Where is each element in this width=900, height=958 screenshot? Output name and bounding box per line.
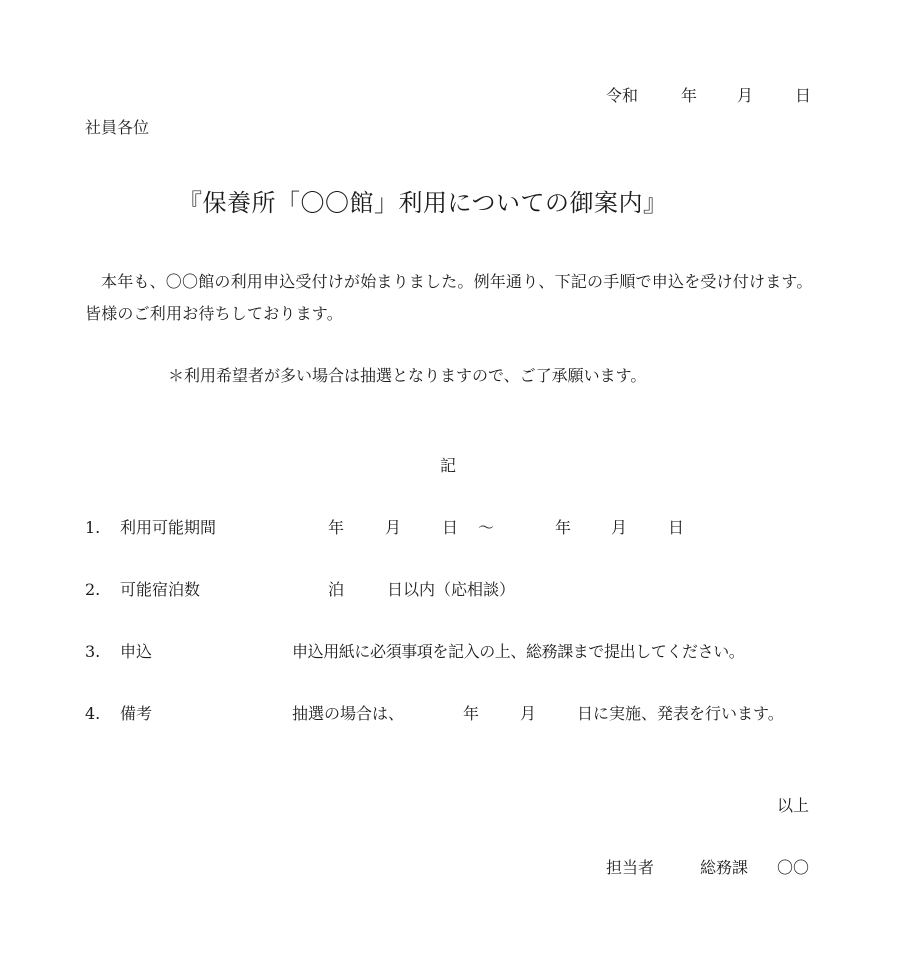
date-day-label: 日 [795,86,812,105]
closing-text: 以上 [777,796,810,815]
period-start-day: 日 [442,518,459,537]
remarks-month: 月 [520,704,537,723]
body-paragraph-text: 本年も、〇〇館の利用申込受付けが始まりました。例年通り、下記の手順で申込を受け付けます。皆様のご利用お待ちしております。 [85,272,813,323]
addressee: 社員各位 [85,118,150,137]
item-number: 3. [85,642,101,661]
application-instructions: 申込用紙に必須事項を記入の上、総務課まで提出してください。 [292,642,745,661]
days-label: 日以内（応相談） [387,580,516,599]
item-number: 4. [85,704,101,723]
item-label: 備考 [120,704,153,723]
lottery-note: ＊利用希望者が多い場合は抽選となりますので、ご了承願います。 [168,366,647,385]
remarks-day-text: 日に実施、発表を行います。 [577,704,784,723]
item-label: 利用可能期間 [120,518,217,537]
nights-label: 泊 [328,580,345,599]
item-label: 可能宿泊数 [120,580,201,599]
date-era: 令和 [606,86,639,105]
contact-name: 〇〇 [777,858,810,877]
body-paragraph [85,266,820,330]
date-year-label: 年 [681,86,698,105]
period-start-year: 年 [328,518,345,537]
period-tilde: ～ [478,518,495,537]
period-end-year: 年 [555,518,572,537]
item-number: 2. [85,580,101,599]
contact-label: 担当者 [606,858,655,877]
date-month-label: 月 [737,86,754,105]
contact-department: 総務課 [700,858,749,877]
remarks-lottery-text: 抽選の場合は、 [292,704,405,723]
item-number: 1. [85,518,101,537]
item-label: 申込 [120,642,153,661]
period-start-month: 月 [385,518,402,537]
period-end-month: 月 [611,518,628,537]
period-end-day: 日 [668,518,685,537]
remarks-year: 年 [463,704,480,723]
ki-heading: 記 [440,456,457,475]
document-title: 『保養所「〇〇館」利用についての御案内』 [178,189,668,217]
